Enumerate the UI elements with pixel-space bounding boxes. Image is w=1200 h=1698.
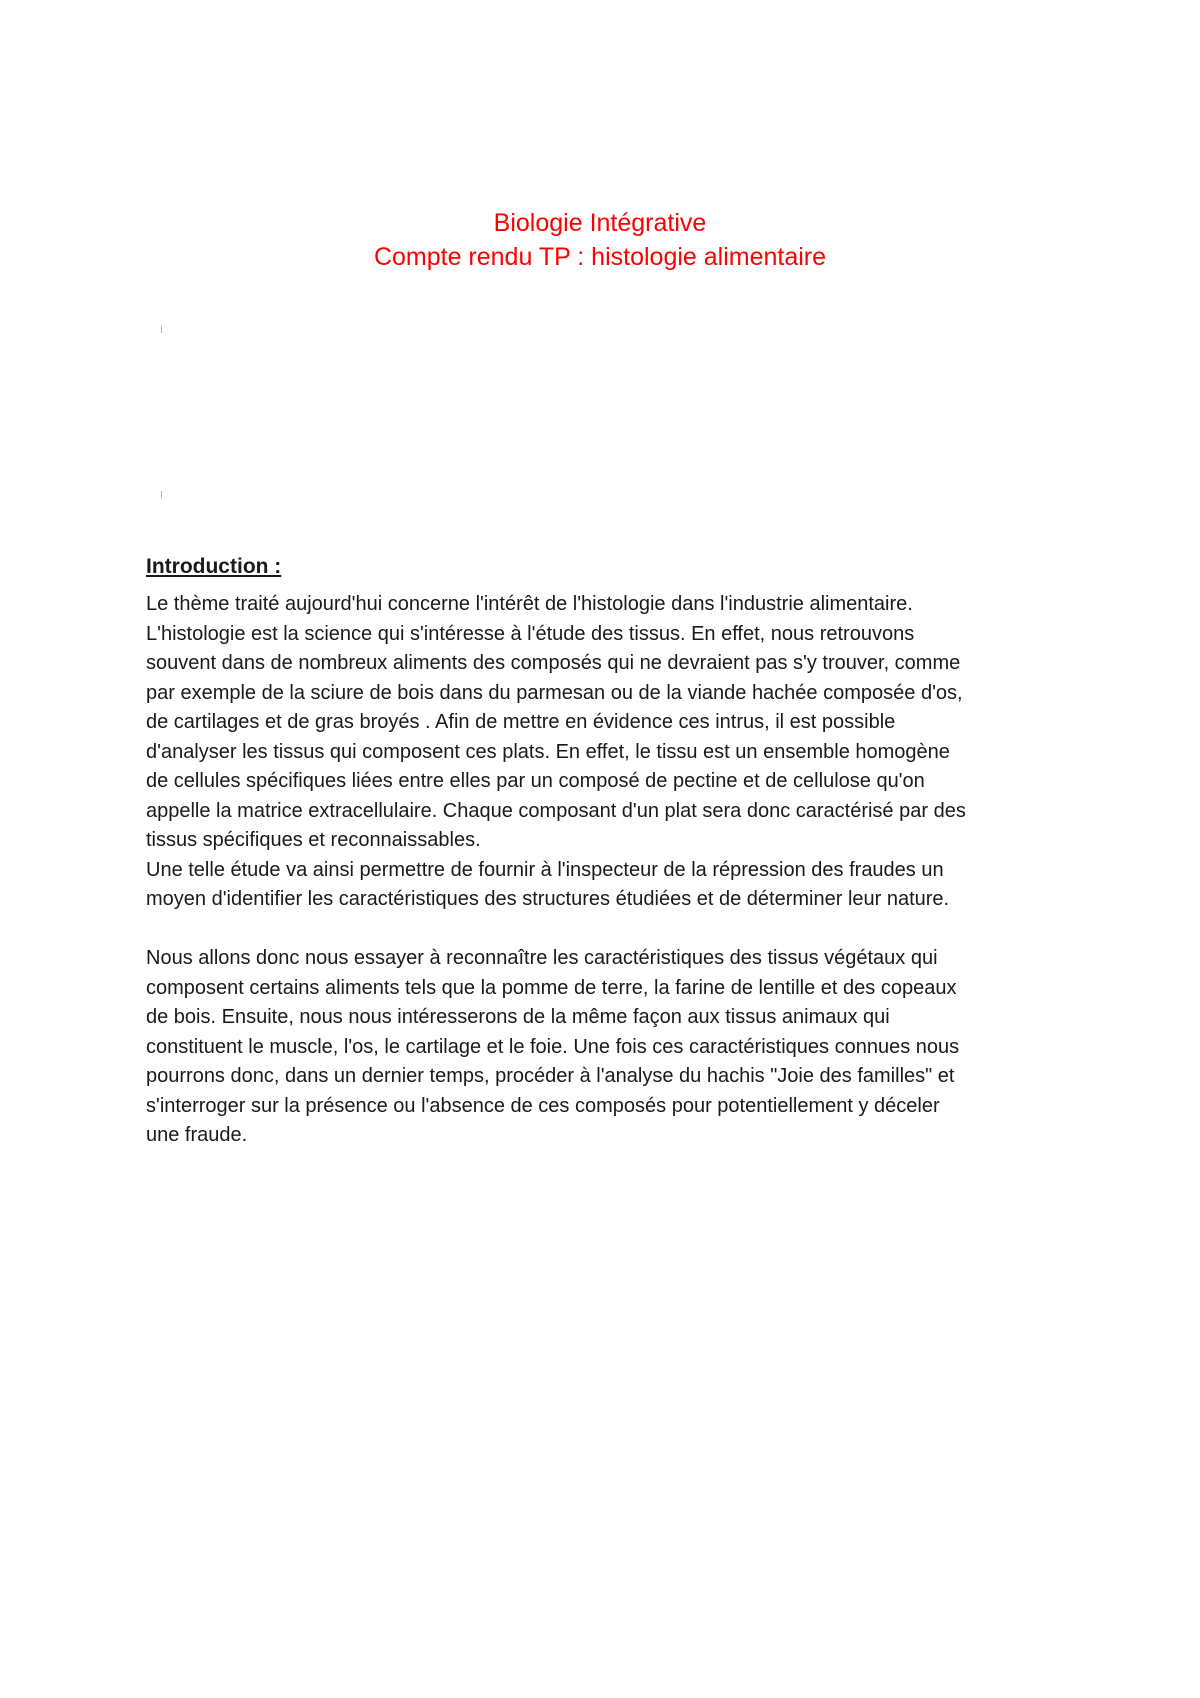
section-heading: Introduction : <box>146 555 282 578</box>
paragraph-intro-1 <box>146 590 1076 915</box>
text-line: Une telle étude va ainsi permettre de fournir à l'inspecteur de la répression des fraudes un <box>146 858 944 881</box>
text-line: Le thème traité aujourd'hui concerne l'intérêt de l'histologie dans l'industrie alimentaire. <box>146 593 913 615</box>
marker-tick <box>161 326 162 333</box>
text-line: d'analyser les tissus qui composent ces plats. En effet, le tissu est un ensemble homogène <box>146 740 950 763</box>
text-line: souvent dans de nombreux aliments des composés qui ne devraient pas s'y trouver, comme <box>146 652 961 674</box>
document-title: Biologie Intégrative <box>493 209 707 237</box>
text-line: de bois. Ensuite, nous nous intéresserons de la même façon aux tissus animaux qui <box>146 1006 890 1028</box>
text-line: s'interroger sur la présence ou l'absence de ces composés pour potentiellement y déceler <box>146 1094 940 1117</box>
text-line: tissus spécifiques et reconnaissables. <box>146 829 481 851</box>
document-subtitle: Compte rendu TP : histologie alimentaire <box>373 243 827 271</box>
text-line: constituent le muscle, l'os, le cartilage et le foie. Une fois ces caractéristiques connues nous <box>146 1035 960 1058</box>
text-line: de cellules spécifiques liées entre elles par un composé de pectine et de cellulose qu'on <box>146 770 925 792</box>
paragraph-spacer <box>146 915 1076 945</box>
paragraph-intro-2 <box>146 944 1076 1151</box>
text-line: Nous allons donc nous essayer à reconnaître les caractéristiques des tissus végétaux qui <box>146 947 938 969</box>
title-block <box>0 206 1200 274</box>
text-line: une fraude. <box>146 1124 248 1146</box>
text-line: pourrons donc, dans un dernier temps, procéder à l'analyse du hachis "Joie des familles" et <box>146 1065 955 1087</box>
marker-tick <box>161 491 162 498</box>
text-line: appelle la matrice extracellulaire. Chaque composant d'un plat sera donc caractérisé par des <box>146 799 966 822</box>
text-line: composent certains aliments tels que la pomme de terre, la farine de lentille et des copeaux <box>146 976 957 999</box>
document-body <box>146 552 1076 1151</box>
text-line: de cartilages et de gras broyés . Afin de mettre en évidence ces intrus, il est possible <box>146 711 896 733</box>
text-line: L'histologie est la science qui s'intéresse à l'étude des tissus. En effet, nous retrouvons <box>146 622 915 645</box>
text-line: moyen d'identifier les caractéristiques des structures étudiées et de déterminer leur nature. <box>146 888 950 910</box>
text-line: par exemple de la sciure de bois dans du parmesan ou de la viande hachée composée d'os, <box>146 681 963 704</box>
